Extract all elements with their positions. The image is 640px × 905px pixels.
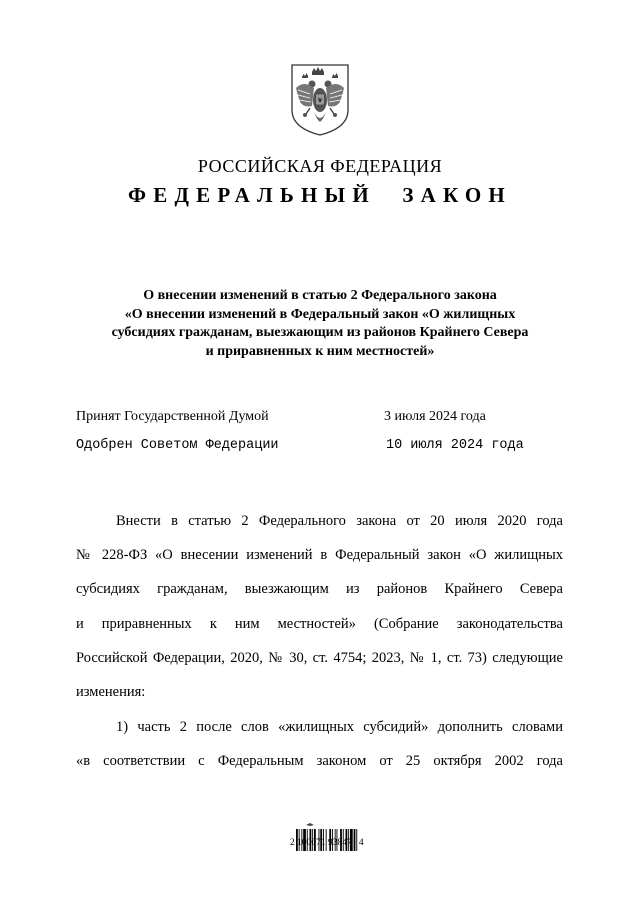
body-line: Внести в статью 2 Федерального закона от 20 июля 2020 года bbox=[116, 513, 563, 529]
council-approval-date: 10 июля 2024 года bbox=[386, 438, 524, 453]
duma-adoption-label: Принят Государственной Думой bbox=[76, 409, 269, 424]
coat-of-arms-emblem bbox=[288, 62, 352, 138]
document-type-title: ФЕДЕРАЛЬНЫЙ ЗАКОН bbox=[128, 183, 512, 207]
body-line: 1) часть 2 после слов «жилищных субсидий» дополнить словами bbox=[116, 719, 563, 735]
duma-adoption-date: 3 июля 2024 года bbox=[384, 409, 486, 424]
law-title-line: и приравненных к ним местностей» bbox=[205, 343, 435, 359]
body-line: Российской Федерации, 2020, № 30, ст. 4754; 2023, № 1, ст. 73) следующие bbox=[76, 650, 563, 666]
body-line: «в соответствии с Федеральным законом от 25 октября 2002 года bbox=[76, 753, 563, 769]
barcode-number: 2 100071 93847 4 bbox=[290, 838, 364, 848]
body-line: изменения: bbox=[76, 684, 146, 700]
law-title bbox=[80, 287, 560, 361]
body-line: и приравненных к ним местностей» (Собрание законодательства bbox=[76, 616, 563, 632]
law-title-line: субсидиях гражданам, выезжающим из районов Крайнего Севера bbox=[111, 325, 529, 340]
council-approval-label: Одобрен Советом Федерации bbox=[76, 438, 279, 453]
law-title-line: «О внесении изменений в Федеральный закон «О жилищных bbox=[124, 306, 516, 322]
body-line: субсидиях гражданам, выезжающим из районов Крайнего Севера bbox=[76, 581, 563, 597]
body-line: № 228-ФЗ «О внесении изменений в Федеральный закон «О жилищных bbox=[76, 547, 563, 563]
country-name: РОССИЙСКАЯ ФЕДЕРАЦИЯ bbox=[197, 156, 443, 176]
law-title-line: О внесении изменений в статью 2 Федерального закона bbox=[143, 288, 497, 303]
